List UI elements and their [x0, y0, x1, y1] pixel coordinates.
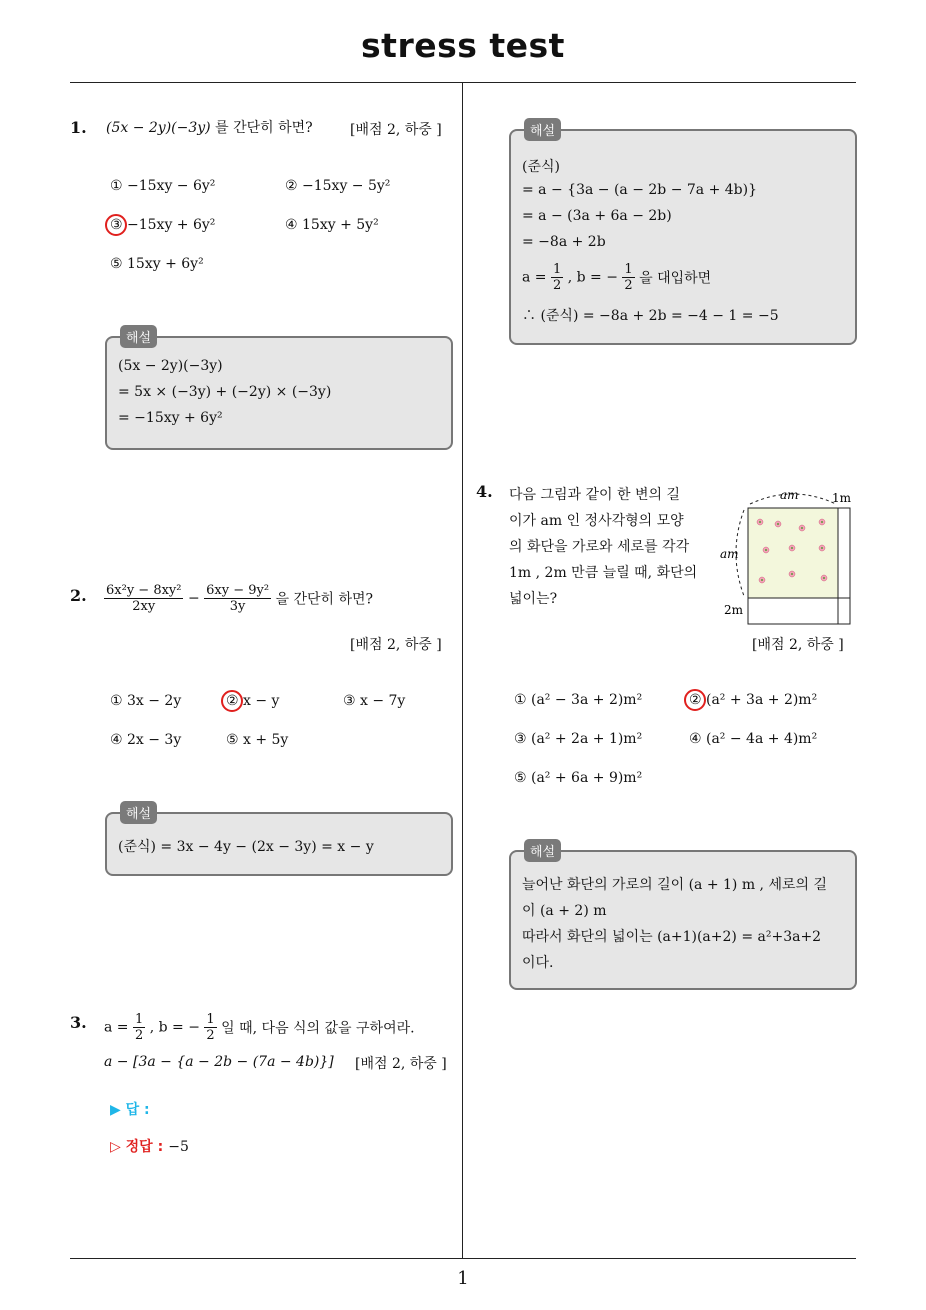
q4-sol-line-1: 늘어난 화단의 가로의 길이 (a + 1) m , 세로의 길: [522, 877, 827, 893]
fig-label-right: 1m: [832, 491, 852, 505]
q3-half-1-num: 1: [134, 1012, 144, 1027]
q1-selected-mark: [105, 214, 127, 236]
page-number: 1: [457, 1268, 469, 1289]
fig-label-top: am: [780, 488, 799, 502]
q1-expression: (5x − 2y)(−3y): [106, 120, 211, 136]
q3-cond-a: a =: [104, 1019, 129, 1036]
q1-meta: [배점 2, 하중 ]: [350, 122, 442, 138]
q2-fraction-1: [104, 583, 183, 614]
q1-choice-5[interactable]: ⑤ 15xy + 6y²: [110, 256, 204, 272]
q2-minus: −: [187, 590, 200, 607]
q3-half-1: [133, 1012, 145, 1043]
q3-correct-label: ▷ 정답 :: [110, 1139, 164, 1155]
q4-line-4: 1m , 2m 만큼 늘릴 때, 화단의: [509, 565, 698, 581]
q4-solution-box: [509, 850, 857, 990]
q1-solution-badge: 해설: [120, 325, 157, 348]
q2-selected-mark: [221, 690, 243, 712]
q4-meta: [배점 2, 하중 ]: [752, 637, 844, 653]
q2-meta: [배점 2, 하중 ]: [350, 637, 442, 653]
q2-choice-1[interactable]: ① 3x − 2y: [110, 693, 182, 709]
q1-text: 를 간단히 하면?: [215, 120, 313, 136]
q3-cond-b: , b = −: [149, 1019, 200, 1036]
q2-frac2-num: 6xy − 9y²: [206, 583, 270, 598]
q4-line-1: 다음 그림과 같이 한 변의 길: [509, 487, 681, 503]
q2-choice-2[interactable]: ② x − y: [226, 693, 280, 709]
q1-choice-2[interactable]: ② −15xy − 5y²: [285, 178, 391, 194]
q4-selected-mark: [684, 689, 706, 711]
q2-frac1-num: 6x²y − 8xy²: [106, 583, 182, 598]
q4-line-2: 이가 am 인 정사각형의 모양: [509, 513, 684, 529]
q2-number: 2.: [70, 586, 87, 605]
extension-bottom: [748, 598, 850, 624]
footer-rule: [70, 1258, 856, 1259]
q1-choice-3[interactable]: ③ −15xy + 6y²: [110, 217, 216, 233]
q3-sol-sub-b: , b = −: [567, 269, 618, 286]
q1-choice-1[interactable]: ① −15xy − 6y²: [110, 178, 216, 194]
q2-solution-badge: 해설: [120, 801, 157, 824]
q3-sol-sub-a: a =: [522, 269, 547, 286]
q2-text: 을 간단히 하면?: [275, 591, 374, 608]
q2-choice-5[interactable]: ⑤ x + 5y: [226, 732, 289, 748]
q4-choice-3[interactable]: ③ (a² + 2a + 1)m²: [514, 731, 643, 747]
q4-line-3: 의 화단을 가로와 세로를 각각: [509, 539, 690, 555]
q2-frac2-den: 3y: [229, 599, 246, 614]
q2-sol-line: (준식) = 3x − 4y − (2x − 3y) = x − y: [118, 839, 374, 855]
q3-correct: [110, 1136, 189, 1157]
q3-text: 일 때, 다음 식의 값을 구하여라.: [221, 1020, 415, 1037]
q3-half-2-den: 2: [206, 1028, 215, 1043]
q1-number: 1.: [70, 118, 87, 137]
q3-meta: [배점 2, 하중 ]: [355, 1056, 447, 1072]
q3-sol-half-2-den: 2: [624, 278, 633, 293]
q4-prompt: [509, 482, 697, 612]
q2-choice-3[interactable]: ③ x − 7y: [343, 693, 406, 709]
q3-number: 3.: [70, 1013, 87, 1032]
q4-choice-5[interactable]: ⑤ (a² + 6a + 9)m²: [514, 770, 643, 786]
q3-sol-half-1-den: 2: [552, 278, 562, 293]
q3-sol-line-3: = a − (3a + 6a − 2b): [522, 208, 672, 224]
q3-half-1-den: 2: [134, 1028, 144, 1043]
column-divider: [462, 82, 463, 1258]
q3-sol-half-1-num: 1: [552, 262, 562, 277]
q3-sol-final: ∴ (준식) = −8a + 2b = −4 − 1 = −5: [522, 308, 779, 324]
q3-sol-half-2: [622, 262, 634, 293]
q3-sol-line-4: = −8a + 2b: [522, 234, 606, 250]
q1-prompt: [106, 118, 313, 138]
q3-sol-sub-text: 을 대입하면: [639, 270, 712, 287]
q4-choice-4[interactable]: ④ (a² − 4a + 4)m²: [689, 731, 818, 747]
q1-sol-line-1: (5x − 2y)(−3y): [118, 358, 223, 374]
q4-number: 4.: [476, 482, 493, 501]
q1-sol-line-3: = −15xy + 6y²: [118, 410, 223, 426]
q4-sol-line-2: 이 (a + 2) m: [522, 903, 607, 919]
q1-choice-4[interactable]: ④ 15xy + 5y²: [285, 217, 379, 233]
q3-sol-line-1: (준식): [522, 159, 560, 175]
q2-choice-4[interactable]: ④ 2x − 3y: [110, 732, 182, 748]
extension-right: [838, 508, 850, 624]
q2-fraction-2: [204, 583, 271, 614]
q3-sol-substitution: [522, 262, 711, 293]
q4-sol-line-4: 이다.: [522, 955, 554, 971]
fig-label-left: am: [720, 547, 739, 561]
q3-half-2-num: 1: [206, 1012, 215, 1027]
q4-line-5: 넓이는?: [509, 591, 558, 607]
q2-frac1-den: 2xy: [132, 599, 156, 614]
q3-answer-label: ▶ 답 :: [110, 1102, 150, 1118]
q4-garden-figure: [718, 484, 858, 628]
fig-label-bottom: 2m: [724, 603, 744, 617]
q3-sol-half-1: [551, 262, 563, 293]
q3-prompt: [104, 1012, 415, 1043]
q3-solution-badge: 해설: [524, 118, 561, 141]
q4-choice-1[interactable]: ① (a² − 3a + 2)m²: [514, 692, 643, 708]
q4-choice-2[interactable]: ② (a² + 3a + 2)m²: [689, 692, 818, 708]
q3-sol-half-2-num: 1: [624, 262, 633, 277]
q1-sol-line-2: = 5x × (−3y) + (−2y) × (−3y): [118, 384, 332, 400]
q4-solution-badge: 해설: [524, 839, 561, 862]
q3-half-2: [204, 1012, 216, 1043]
q3-sol-line-2: = a − {3a − (a − 2b − 7a + 4b)}: [522, 182, 758, 198]
q3-expression: a − [3a − {a − 2b − (7a − 4b)}]: [104, 1054, 334, 1070]
page-title: stress test: [361, 26, 565, 65]
q3-correct-value: −5: [168, 1139, 189, 1155]
q2-prompt: [104, 583, 373, 614]
q4-sol-line-3: 따라서 화단의 넓이는 (a+1)(a+2) = a²+3a+2: [522, 929, 822, 945]
header-rule: [70, 82, 856, 83]
